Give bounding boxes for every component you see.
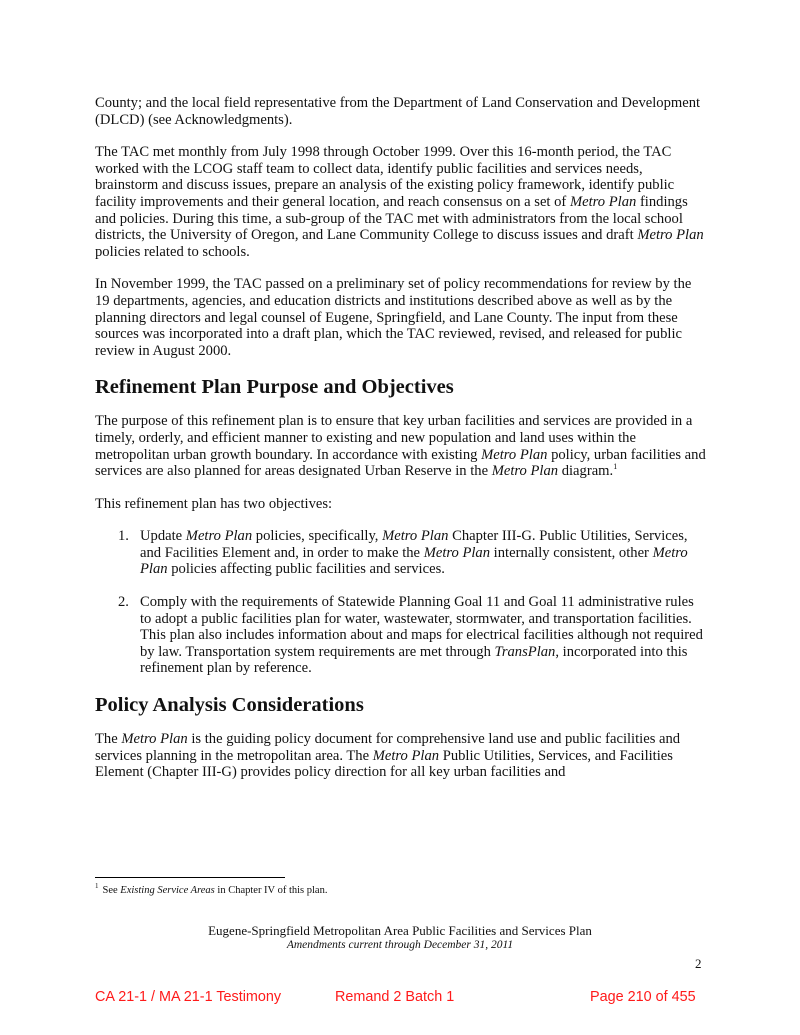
paragraph-metro-plan: The Metro Plan is the guiding policy document for comprehensive land use and public facilities and services planning in the metropolitan area. The Metro Plan Public Utilities, Services, and Facilities Element (Chapter III-G) provides policy direction for all key urban facilities and <box>95 731 681 781</box>
footnote-ref: 1 <box>613 462 618 472</box>
heading-purpose-objectives: Refinement Plan Purpose and Objectives <box>95 376 454 399</box>
page-count-stamp: Page 210 of 455 <box>590 989 696 1005</box>
footnote: $^1$ See Existing Service Areas in Chapter IV of this plan. <box>95 882 328 896</box>
footnote-divider <box>95 877 285 878</box>
page-number: 2 <box>695 956 702 971</box>
footer-title: Eugene-Springfield Metropolitan Area Public Facilities and Services Plan <box>208 923 592 938</box>
objectives-list <box>95 528 707 677</box>
list-item: 2. Comply with the requirements of Statewide Planning Goal 11 and Goal 11 administrative rules to adopt a public facilities plan for water, wastewater, stormwater, and transportation facilities. This plan also includes information about and maps for electrical facilities although not required by law. Transportation system requirements are met through TransPlan, incorporated into this refinement plan by reference. <box>118 594 703 677</box>
document-body <box>95 95 707 797</box>
paragraph-tac-meetings: The TAC met monthly from July 1998 through October 1999. Over this 16-month period, the TAC worked with the LCOG staff team to collect data, identify public facilities and services needs, brainstorm and discuss issues, prepare an analysis of the existing policy framework, identify public facility improvements and their general location, and reach consensus on a set of Metro Plan findings and policies. During this time, a sub-group of the TAC met with administrators from the local school districts, the University of Oregon, and Lane Community College to discuss issues and draft Metro Plan policies related to schools. <box>95 144 704 260</box>
heading-policy-analysis: Policy Analysis Considerations <box>95 694 364 717</box>
batch-stamp: Remand 2 Batch 1 <box>335 989 455 1005</box>
footer-subtitle: Amendments current through December 31, 2011 <box>286 939 514 951</box>
paragraph-objectives-intro: This refinement plan has two objectives: <box>95 495 333 512</box>
paragraph-november-1999: In November 1999, the TAC passed on a preliminary set of policy recommendations for review by the 19 departments, agencies, and education districts and institutions described above as well as by the planning directors and legal counsel of Eugene, Springfield, and Lane County. The input from these sources was incorporated into a draft plan, which the TAC reviewed, revised, and released for public review in August 2000. <box>95 276 692 359</box>
list-item: 1. Update Metro Plan policies, specifically, Metro Plan Chapter III-G. Public Utilities, Services, and Facilities Element and, in order to make the Metro Plan internally consistent, other Metro Plan policies affecting public facilities and services. <box>118 528 688 578</box>
paragraph-intro: County; and the local field representative from the Department of Land Conservation and Development (DLCD) (see Acknowledgments). <box>95 95 701 128</box>
testimony-stamp: CA 21-1 / MA 21-1 Testimony <box>95 989 282 1005</box>
paragraph-purpose: The purpose of this refinement plan is to ensure that key urban facilities and services are provided in a timely, orderly, and efficient manner to existing and new population and land uses within the metropolitan urban growth boundary. In accordance with existing Metro Plan policy, urban facilities and services are also planned for areas designated Urban Reserve in the Metro Plan diagram.$^1$ <box>95 413 706 480</box>
